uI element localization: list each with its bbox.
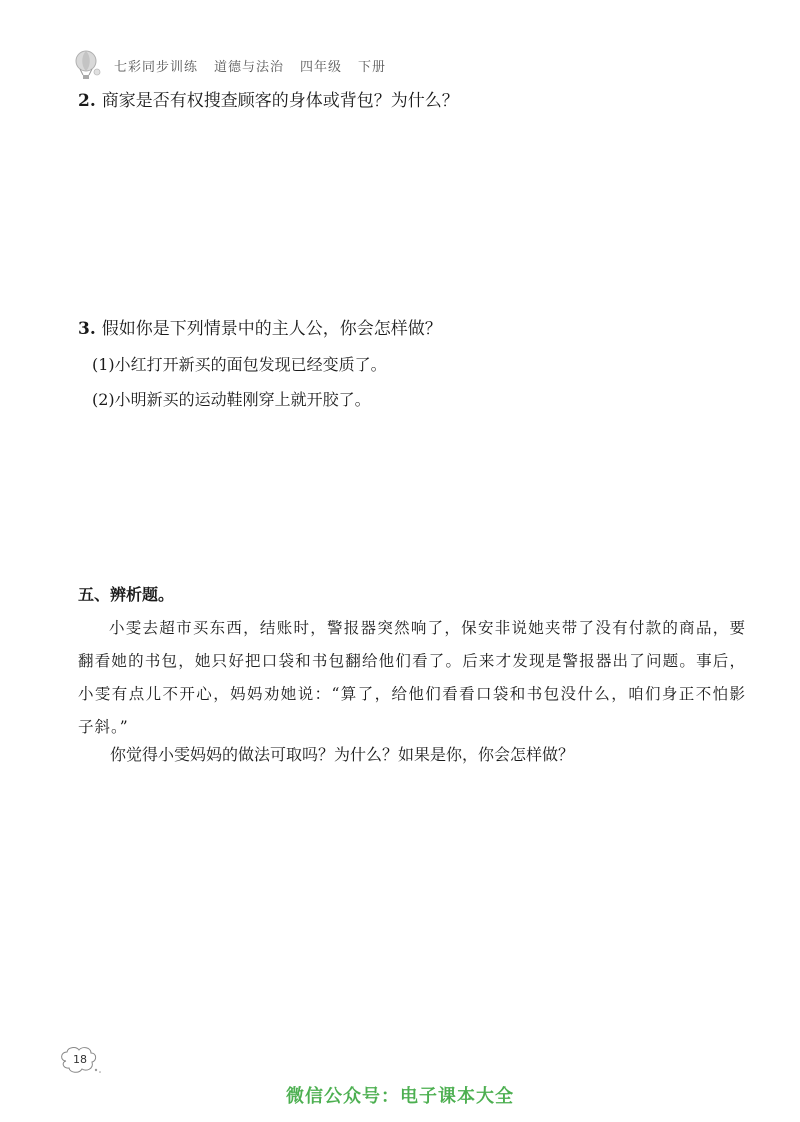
hot-air-balloon-icon bbox=[72, 50, 102, 80]
page-header bbox=[72, 50, 402, 80]
question-2-text: 商家是否有权搜查顾客的身体或背包？为什么？ bbox=[101, 91, 459, 111]
question-3-number: 3. bbox=[78, 319, 96, 339]
section-5-passage: 小雯去超市买东西，结账时，警报器突然响了，保安非说她夹带了没有付款的商品，要翻看她的书包，她只好把口袋和书包翻给他们看了。后来才发现是警报器出了问题。事后，小雯有点儿不开心，妈妈劝她说：“算了，给他们看看口袋和书包没什么，咱们身正不怕影子斜。” bbox=[78, 619, 746, 736]
page-number: 18 bbox=[73, 1053, 87, 1066]
watermark: 微信公众号：电子课本大全 bbox=[286, 1086, 514, 1107]
question-3-item-2: (2)小明新买的运动鞋刚穿上就开胶了。 bbox=[92, 390, 371, 409]
question-2 bbox=[78, 90, 459, 114]
question-3-item-1: (1)小红打开新买的面包发现已经变质了。 bbox=[92, 355, 387, 374]
page-number-badge bbox=[56, 1044, 104, 1078]
question-2-number: 2. bbox=[78, 91, 96, 111]
subject-title: 道德与法治 bbox=[214, 59, 285, 75]
series-title: 七彩同步训练 bbox=[114, 59, 199, 75]
grade-label: 四年级 bbox=[300, 59, 343, 75]
section-5-title: 五、辨析题。 bbox=[78, 585, 175, 604]
section-5-prompt: 你觉得小雯妈妈的做法可取吗？为什么？如果是你，你会怎样做？ bbox=[110, 745, 575, 764]
question-3 bbox=[78, 318, 442, 342]
question-3-text: 假如你是下列情景中的主人公，你会怎样做？ bbox=[101, 319, 442, 339]
volume-label: 下册 bbox=[358, 59, 387, 75]
